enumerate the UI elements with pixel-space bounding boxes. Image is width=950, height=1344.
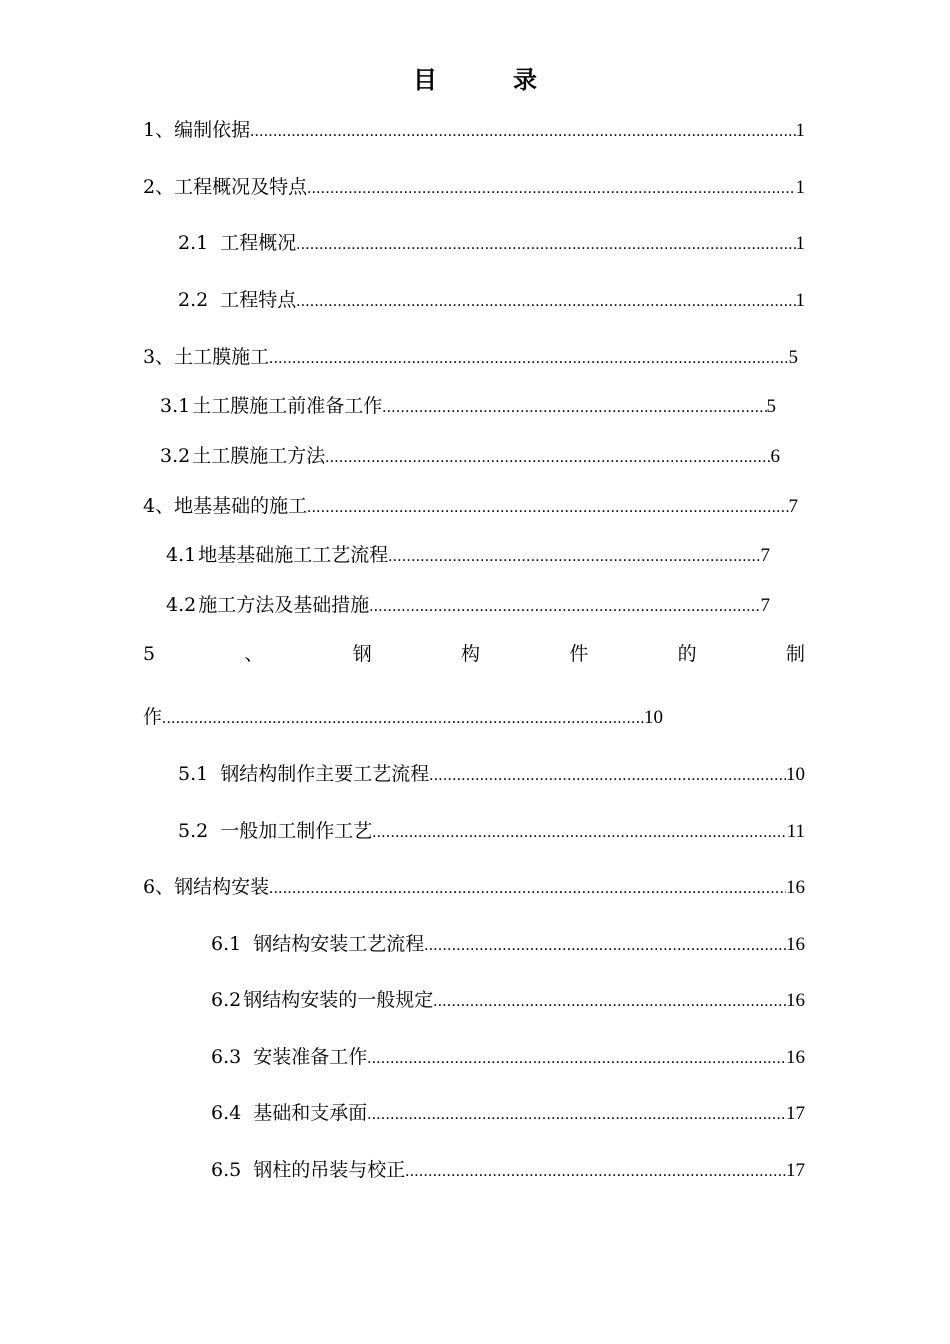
toc-number: 6.2: [211, 989, 242, 1011]
toc-number: 3.2: [160, 445, 191, 467]
toc-number: 5: [143, 643, 156, 665]
toc-number: 4.1: [166, 544, 197, 566]
toc-page-number: 11: [786, 821, 805, 842]
toc-page-number: 5: [766, 396, 776, 417]
toc-title-char: 钢: [352, 643, 372, 665]
toc-entry-3-2[interactable]: [160, 442, 780, 472]
dot-leader: [296, 231, 795, 259]
dot-leader: [369, 593, 760, 621]
toc-entry-5-2[interactable]: [178, 817, 805, 847]
dot-leader: [307, 175, 795, 203]
toc-title-text: 一般加工制作工艺: [220, 820, 373, 842]
toc-title-text: 编制依据: [174, 119, 251, 141]
dot-leader: [269, 875, 786, 903]
toc-entry-6[interactable]: [143, 873, 805, 903]
toc-number: 2、: [143, 176, 175, 198]
toc-number: 6.5: [211, 1159, 242, 1181]
toc-entry-4[interactable]: [143, 492, 798, 522]
dot-leader: [372, 819, 786, 847]
toc-page-number: 1: [795, 233, 805, 254]
toc-entry-3-1[interactable]: [160, 392, 776, 422]
dot-leader: [382, 394, 766, 422]
dot-leader: [307, 494, 788, 522]
dot-leader: [388, 543, 760, 571]
dot-leader: [296, 288, 795, 316]
toc-entry-1[interactable]: [143, 116, 805, 146]
toc-title: 目 录: [413, 65, 563, 94]
dot-leader: [405, 1158, 786, 1186]
toc-page-number: 1: [795, 177, 805, 198]
dot-leader: [325, 444, 770, 472]
toc-title-text: 钢结构安装的一般规定: [243, 989, 434, 1011]
dot-leader: [433, 988, 786, 1016]
toc-entry-6-1[interactable]: [211, 930, 805, 960]
toc-page-number: 7: [788, 496, 798, 517]
toc-number: 6.3: [211, 1046, 242, 1068]
toc-title-char: 制: [785, 643, 805, 665]
toc-title-text: 施工方法及基础措施: [198, 594, 370, 616]
dot-leader: [367, 1045, 786, 1073]
toc-entry-6-3[interactable]: [211, 1043, 805, 1073]
toc-number: 1、: [143, 119, 175, 141]
toc-number: 6、: [143, 876, 175, 898]
dot-leader: [429, 762, 786, 790]
dot-leader: [250, 118, 795, 146]
toc-page-number: 10: [644, 707, 663, 728]
toc-separator: 、: [244, 643, 264, 665]
toc-title-text: 地基基础施工工艺流程: [198, 544, 389, 566]
toc-page-number: 17: [786, 1160, 805, 1181]
toc-page-number: 17: [786, 1103, 805, 1124]
toc-number: 3、: [143, 346, 175, 368]
toc-title-text: 地基基础的施工: [174, 495, 308, 517]
toc-entry-5-1[interactable]: [178, 760, 805, 790]
toc-number: 2.1: [178, 232, 209, 254]
toc-title-text: 土工膜施工: [174, 346, 270, 368]
toc-title-text: 作: [143, 706, 163, 728]
toc-number: 5.2: [178, 820, 209, 842]
toc-title-text: 钢柱的吊装与校正: [253, 1159, 406, 1181]
toc-page-number: 7: [760, 545, 770, 566]
toc-page-number: 16: [786, 877, 805, 898]
toc-entry-2-1[interactable]: [178, 229, 805, 259]
toc-title-text: 工程概况: [220, 232, 297, 254]
toc-page-number: 1: [795, 290, 805, 311]
toc-page-number: 16: [786, 1047, 805, 1068]
toc-number: 4、: [143, 495, 175, 517]
toc-title-text: 钢结构安装: [174, 876, 270, 898]
toc-title-text: 工程概况及特点: [174, 176, 308, 198]
toc-title-char: 构: [461, 643, 481, 665]
toc-entry-6-5[interactable]: [211, 1156, 805, 1186]
toc-title-char: 的: [677, 643, 697, 665]
toc-page-number: 10: [786, 764, 805, 785]
toc-entry-4-2[interactable]: [166, 591, 770, 621]
toc-page-number: 1: [795, 120, 805, 141]
toc-title-text: 工程特点: [220, 289, 297, 311]
toc-title-text: 土工膜施工前准备工作: [192, 395, 383, 417]
toc-page-number: 16: [786, 934, 805, 955]
dot-leader: [367, 1101, 786, 1129]
toc-title-text: 基础和支承面: [253, 1102, 368, 1124]
toc-entry-2[interactable]: [143, 173, 805, 203]
toc-number: 5.1: [178, 763, 209, 785]
toc-number: 3.1: [160, 395, 191, 417]
toc-title-text: 土工膜施工方法: [192, 445, 326, 467]
toc-entry-6-2[interactable]: [211, 986, 805, 1016]
toc-page-number: 6: [770, 446, 780, 467]
toc-title-text: 钢结构制作主要工艺流程: [220, 763, 430, 785]
toc-title-char: 件: [569, 643, 589, 665]
toc-entry-5-justified[interactable]: [143, 640, 805, 668]
toc-entry-3[interactable]: [143, 343, 798, 373]
toc-page-number: 7: [760, 595, 770, 616]
dot-leader: [269, 345, 788, 373]
toc-number: 4.2: [166, 594, 197, 616]
toc-page-number: 5: [788, 347, 798, 368]
toc-number: 6.1: [211, 933, 242, 955]
toc-entry-2-2[interactable]: [178, 286, 805, 316]
dot-leader: [162, 705, 644, 733]
dot-leader: [424, 932, 786, 960]
toc-title-text: 安装准备工作: [253, 1046, 368, 1068]
toc-entry-5-continued[interactable]: [143, 703, 663, 733]
toc-number: 2.2: [178, 289, 209, 311]
toc-title-text: 钢结构安装工艺流程: [253, 933, 425, 955]
toc-page-number: 16: [786, 990, 805, 1011]
toc-number: 6.4: [211, 1102, 242, 1124]
toc-entry-4-1[interactable]: [166, 541, 770, 571]
toc-entry-6-4[interactable]: [211, 1099, 805, 1129]
